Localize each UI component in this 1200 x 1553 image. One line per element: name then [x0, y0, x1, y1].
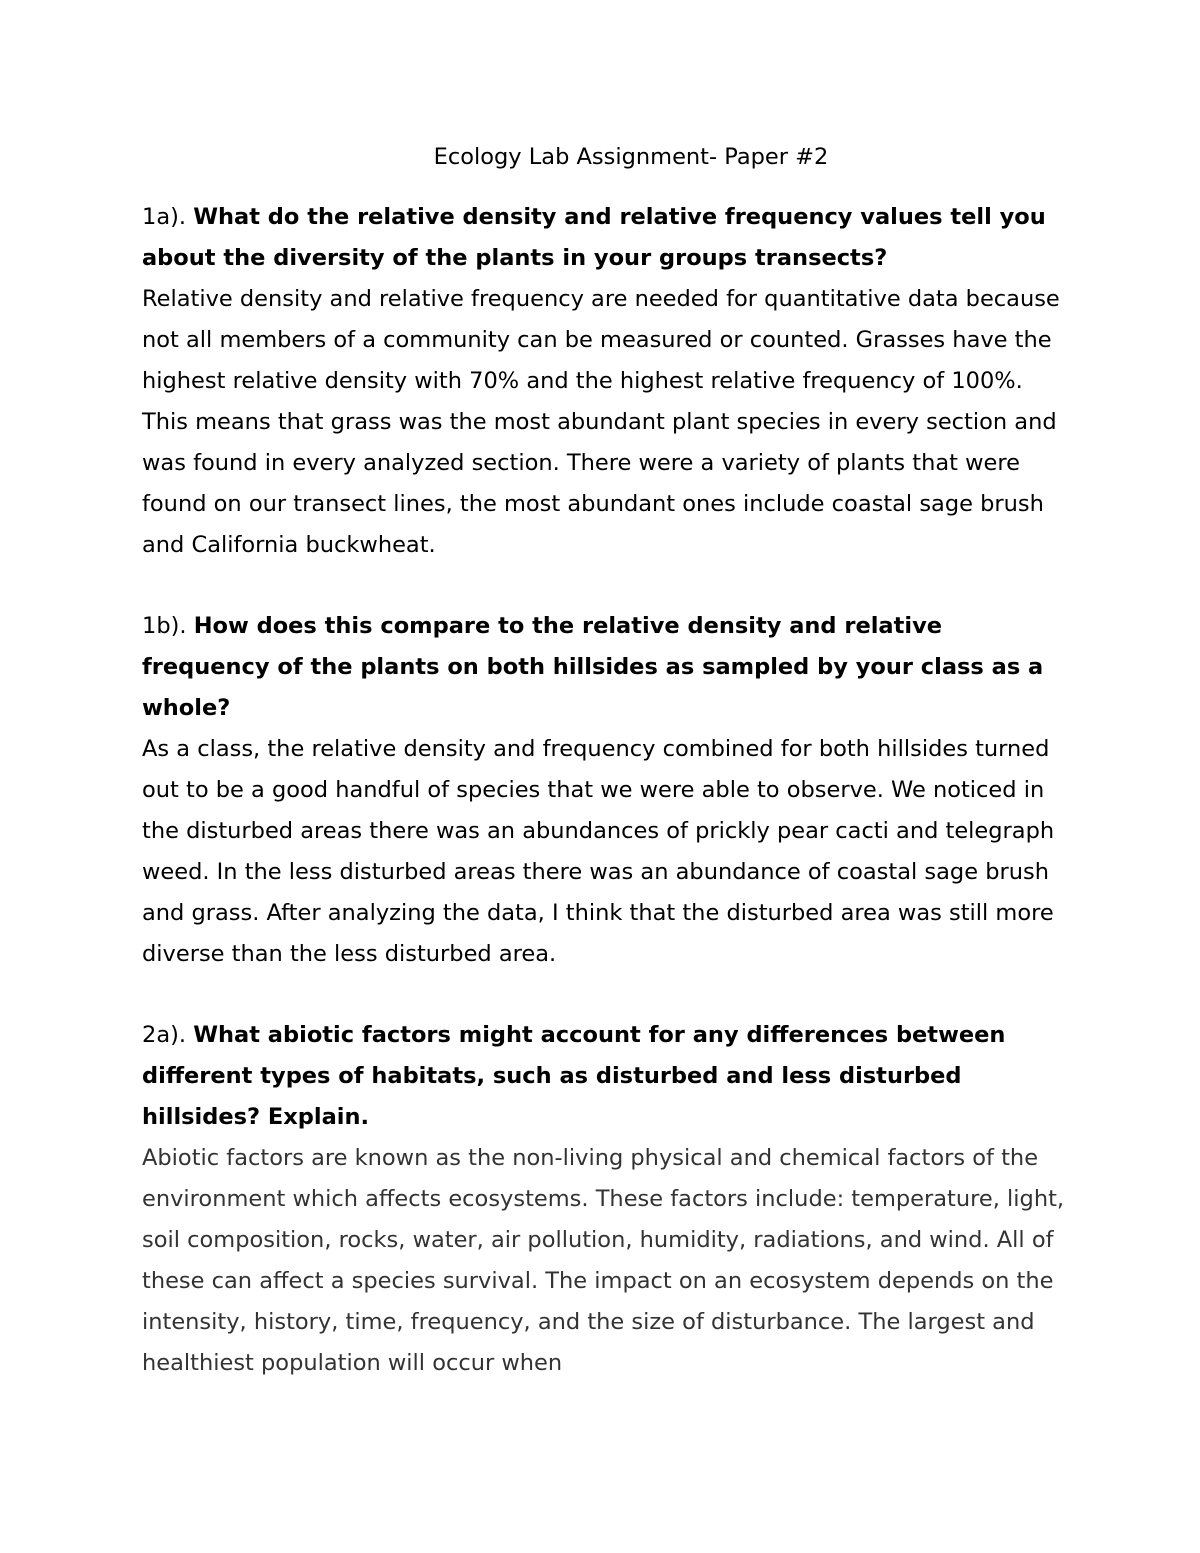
question-text: What do the relative density and relative frequency values tell you about the diversity of the plants in your groups transects? — [142, 204, 1046, 271]
question-text: What abiotic factors might account for any differences between different types of habitats, such as disturbed and less disturbed hillsides? Explain. — [142, 1022, 1006, 1130]
answer-1b: As a class, the relative density and frequency combined for both hillsides turned out to be a good handful of species that we were able to observe. We noticed in the disturbed areas there was an abundances of prickly pear cacti and telegraph weed. In the less disturbed areas there was an abundance of coastal sage brush and grass. After analyzing the data, I think that the disturbed area was still more diverse than the less disturbed area. — [142, 736, 1055, 967]
question-1b — [142, 606, 1072, 729]
question-block-1b — [142, 606, 1072, 975]
question-number: 1a). — [142, 204, 187, 230]
document-page — [142, 137, 1072, 1424]
question-text: How does this compare to the relative density and relative frequency of the plants on both hillsides as sampled by your class as a whole? — [142, 613, 1044, 721]
question-2a — [142, 1015, 1072, 1138]
answer-2a: Abiotic factors are known as the non-living physical and chemical factors of the environment which affects ecosystems. These factors include: temperature, light, soil composition, rocks, water, air pollution, humidity, radiations, and wind. All of these can affect a species survival. The impact on an ecosystem depends on the intensity, history, time, frequency, and the size of disturbance. The largest and healthiest population will occur when — [142, 1145, 1065, 1376]
question-block-2a — [142, 1015, 1072, 1384]
question-block-1a — [142, 197, 1072, 566]
document-title: Ecology Lab Assignment- Paper #2 — [433, 144, 829, 170]
question-number: 1b). — [142, 613, 187, 639]
question-number: 2a). — [142, 1022, 187, 1048]
question-1a — [142, 197, 1072, 279]
answer-1a: Relative density and relative frequency are needed for quantitative data because not all members of a community can be measured or counted. Grasses have the highest relative density with 70% and the highest relative frequency of 100%. This means that grass was the most abundant plant species in every section and was found in every analyzed section. There were a variety of plants that were found on our transect lines, the most abundant ones include coastal sage brush and California buckwheat. — [142, 286, 1060, 558]
